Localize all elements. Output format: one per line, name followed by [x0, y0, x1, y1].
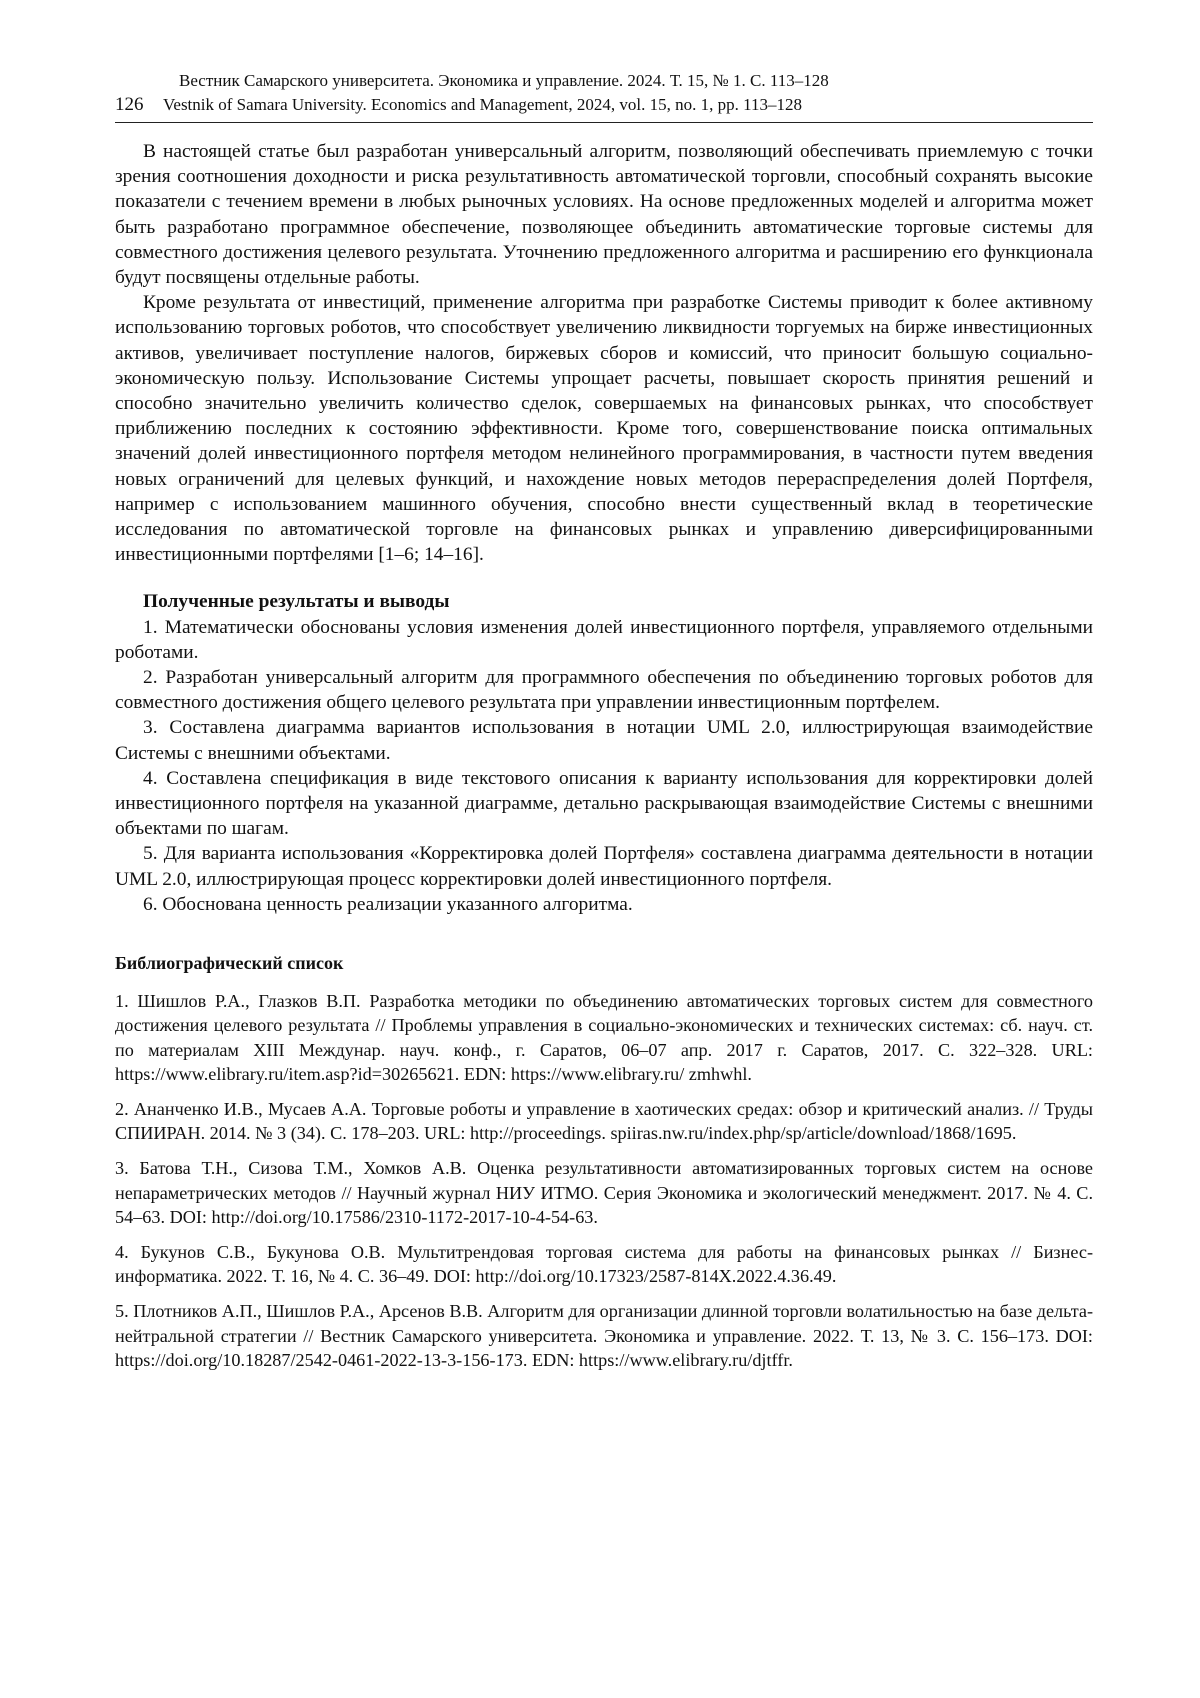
bibliography-heading: Библиографический список — [115, 953, 344, 974]
journal-title-en: Vestnik of Samara University. Economics and Management, 2024, vol. 15, no. 1, pp. 113–128 — [163, 95, 802, 114]
article-body — [115, 139, 1093, 567]
results-item: 2. Разработан универсальный алгоритм для программного обеспечения по объединению торговых роботов для совместного достижения общего целевого результата при управлении инвестиционным портфелем. — [115, 667, 1093, 714]
bibliography-item: 5. Плотников А.П., Шишлов Р.А., Арсенов В.В. Алгоритм для организации длинной торговли волатильностью на базе дельта-нейтральной стратегии // Вестник Самарского университета. Экономика и управление. 2022. Т. 13, № 3. С. 156–173. DOI: https://doi.org/10.18287/2542-0461-2022-13-3-156-173. EDN: https://www.elibrary.ru/djtffr. — [115, 1301, 1094, 1370]
results-item: 3. Составлена диаграмма вариантов использования в нотации UML 2.0, иллюстрирующая взаимодействие Системы с внешними объектами. — [115, 717, 1093, 764]
running-header — [115, 64, 1093, 123]
bibliography-item: 3. Батова Т.Н., Сизова Т.М., Хомков А.В. Оценка результативности автоматизированных торговых систем на основе непараметрических методов // Научный журнал НИУ ИТМО. Серия Экономика и экологический менеджмент. 2017. № 4. С. 54–63. DOI: http://doi.org/10.17586/2310-1172-2017-10-4-54-63. — [115, 1158, 1093, 1227]
results-item: 6. Обоснована ценность реализации указанного алгоритма. — [143, 893, 633, 915]
results-heading: Полученные результаты и выводы — [143, 591, 450, 613]
bibliography-item: 1. Шишлов Р.А., Глазков В.П. Разработка методики по объединению автоматических торговых систем для совместного достижения целевого результата // Проблемы управления в социально-экономических и технических системах: сб. науч. ст. по материалам XIII Междунар. науч. конф., г. Саратов, 06–07 апр. 2017 г. Саратов, 2017. С. 322–328. URL: https://www.elibrary.ru/item.asp?id=30265621. EDN: https://www.elibrary.ru/ zmhwhl. — [115, 991, 1093, 1084]
bibliography-item: 2. Ананченко И.В., Мусаев А.А. Торговые роботы и управление в хаотических средах: обзор и критический анализ. // Труды СПИИРАН. 2014. № 3 (34). С. 178–203. URL: http://proceedings. spiiras.nw.ru/index.php/sp/article/download/1868/1695. — [115, 1098, 1093, 1144]
body-paragraph: Кроме результата от инвестиций, применение алгоритма при разработке Системы приводит к более активному использованию торговых роботов, что способствует увеличению ликвидности торгуемых на бирже инвестиционных активов, увеличивает поступление налогов, биржевых сборов и комиссий, что приносит большую социально-экономическую пользу. Использование Системы упрощает расчеты, повышает скорость принятия решений и способно значительно увеличить количество сделок, совершаемых на финансовых рынках, что способствует приближению последних к состоянию эффективности. Кроме того, совершенствование поиска оптимальных значений долей инвестиционного портфеля методом нелинейного программирования, в частности путем введения новых ограничений для целевых функций, и нахождение новых методов перераспределения долей Портфеля, например с использованием машинного обучения, способно внести существенный вклад в теоретические исследования по автоматической торговле на финансовых рынках и управлению диверсифицированными инвестиционными портфелями [1–6; 14–16]. — [115, 292, 1093, 566]
results-item: 5. Для варианта использования «Корректировка долей Портфеля» составлена диаграмма деятельности в нотации UML 2.0, иллюстрирующая процесс корректировки долей инвестиционного портфеля. — [115, 843, 1093, 890]
journal-title-ru: Вестник Самарского университета. Экономика и управление. 2024. Т. 15, № 1. С. 113–128 — [179, 71, 829, 90]
results-item: 1. Математически обоснованы условия изменения долей инвестиционного портфеля, управляемого отдельными роботами. — [115, 616, 1093, 663]
results-list — [115, 615, 1093, 917]
bibliography-item: 4. Букунов С.В., Букунова О.В. Мультитрендовая торговая система для работы на финансовых рынках // Бизнес-информатика. 2022. Т. 16, № 4. С. 36–49. DOI: http://doi.org/10.17323/2587-814X.2022.4.36.49. — [115, 1241, 1093, 1287]
bibliography-list — [115, 989, 1093, 1372]
body-paragraph: В настоящей статье был разработан универсальный алгоритм, позволяющий обеспечивать приемлемую с точки зрения соотношения доходности и риска результативность автоматической торговли, способный сохранять высокие показатели с течением времени в любых рыночных условиях. На основе предложенных моделей и алгоритма может быть разработано программное обеспечение, позволяющее объединить автоматические торговые системы для совместного достижения целевого результата. Уточнению предложенного алгоритма и расширению его функционала будут посвящены отдельные работы. — [115, 141, 1093, 289]
page-number: 126 — [115, 94, 144, 115]
journal-page — [115, 64, 1093, 1383]
results-item: 4. Составлена спецификация в виде текстового описания к варианту использования для корректировки долей инвестиционного портфеля на указанной диаграмме, детально раскрывающая взаимодействие Системы с внешними объектами по шагам. — [115, 767, 1093, 840]
